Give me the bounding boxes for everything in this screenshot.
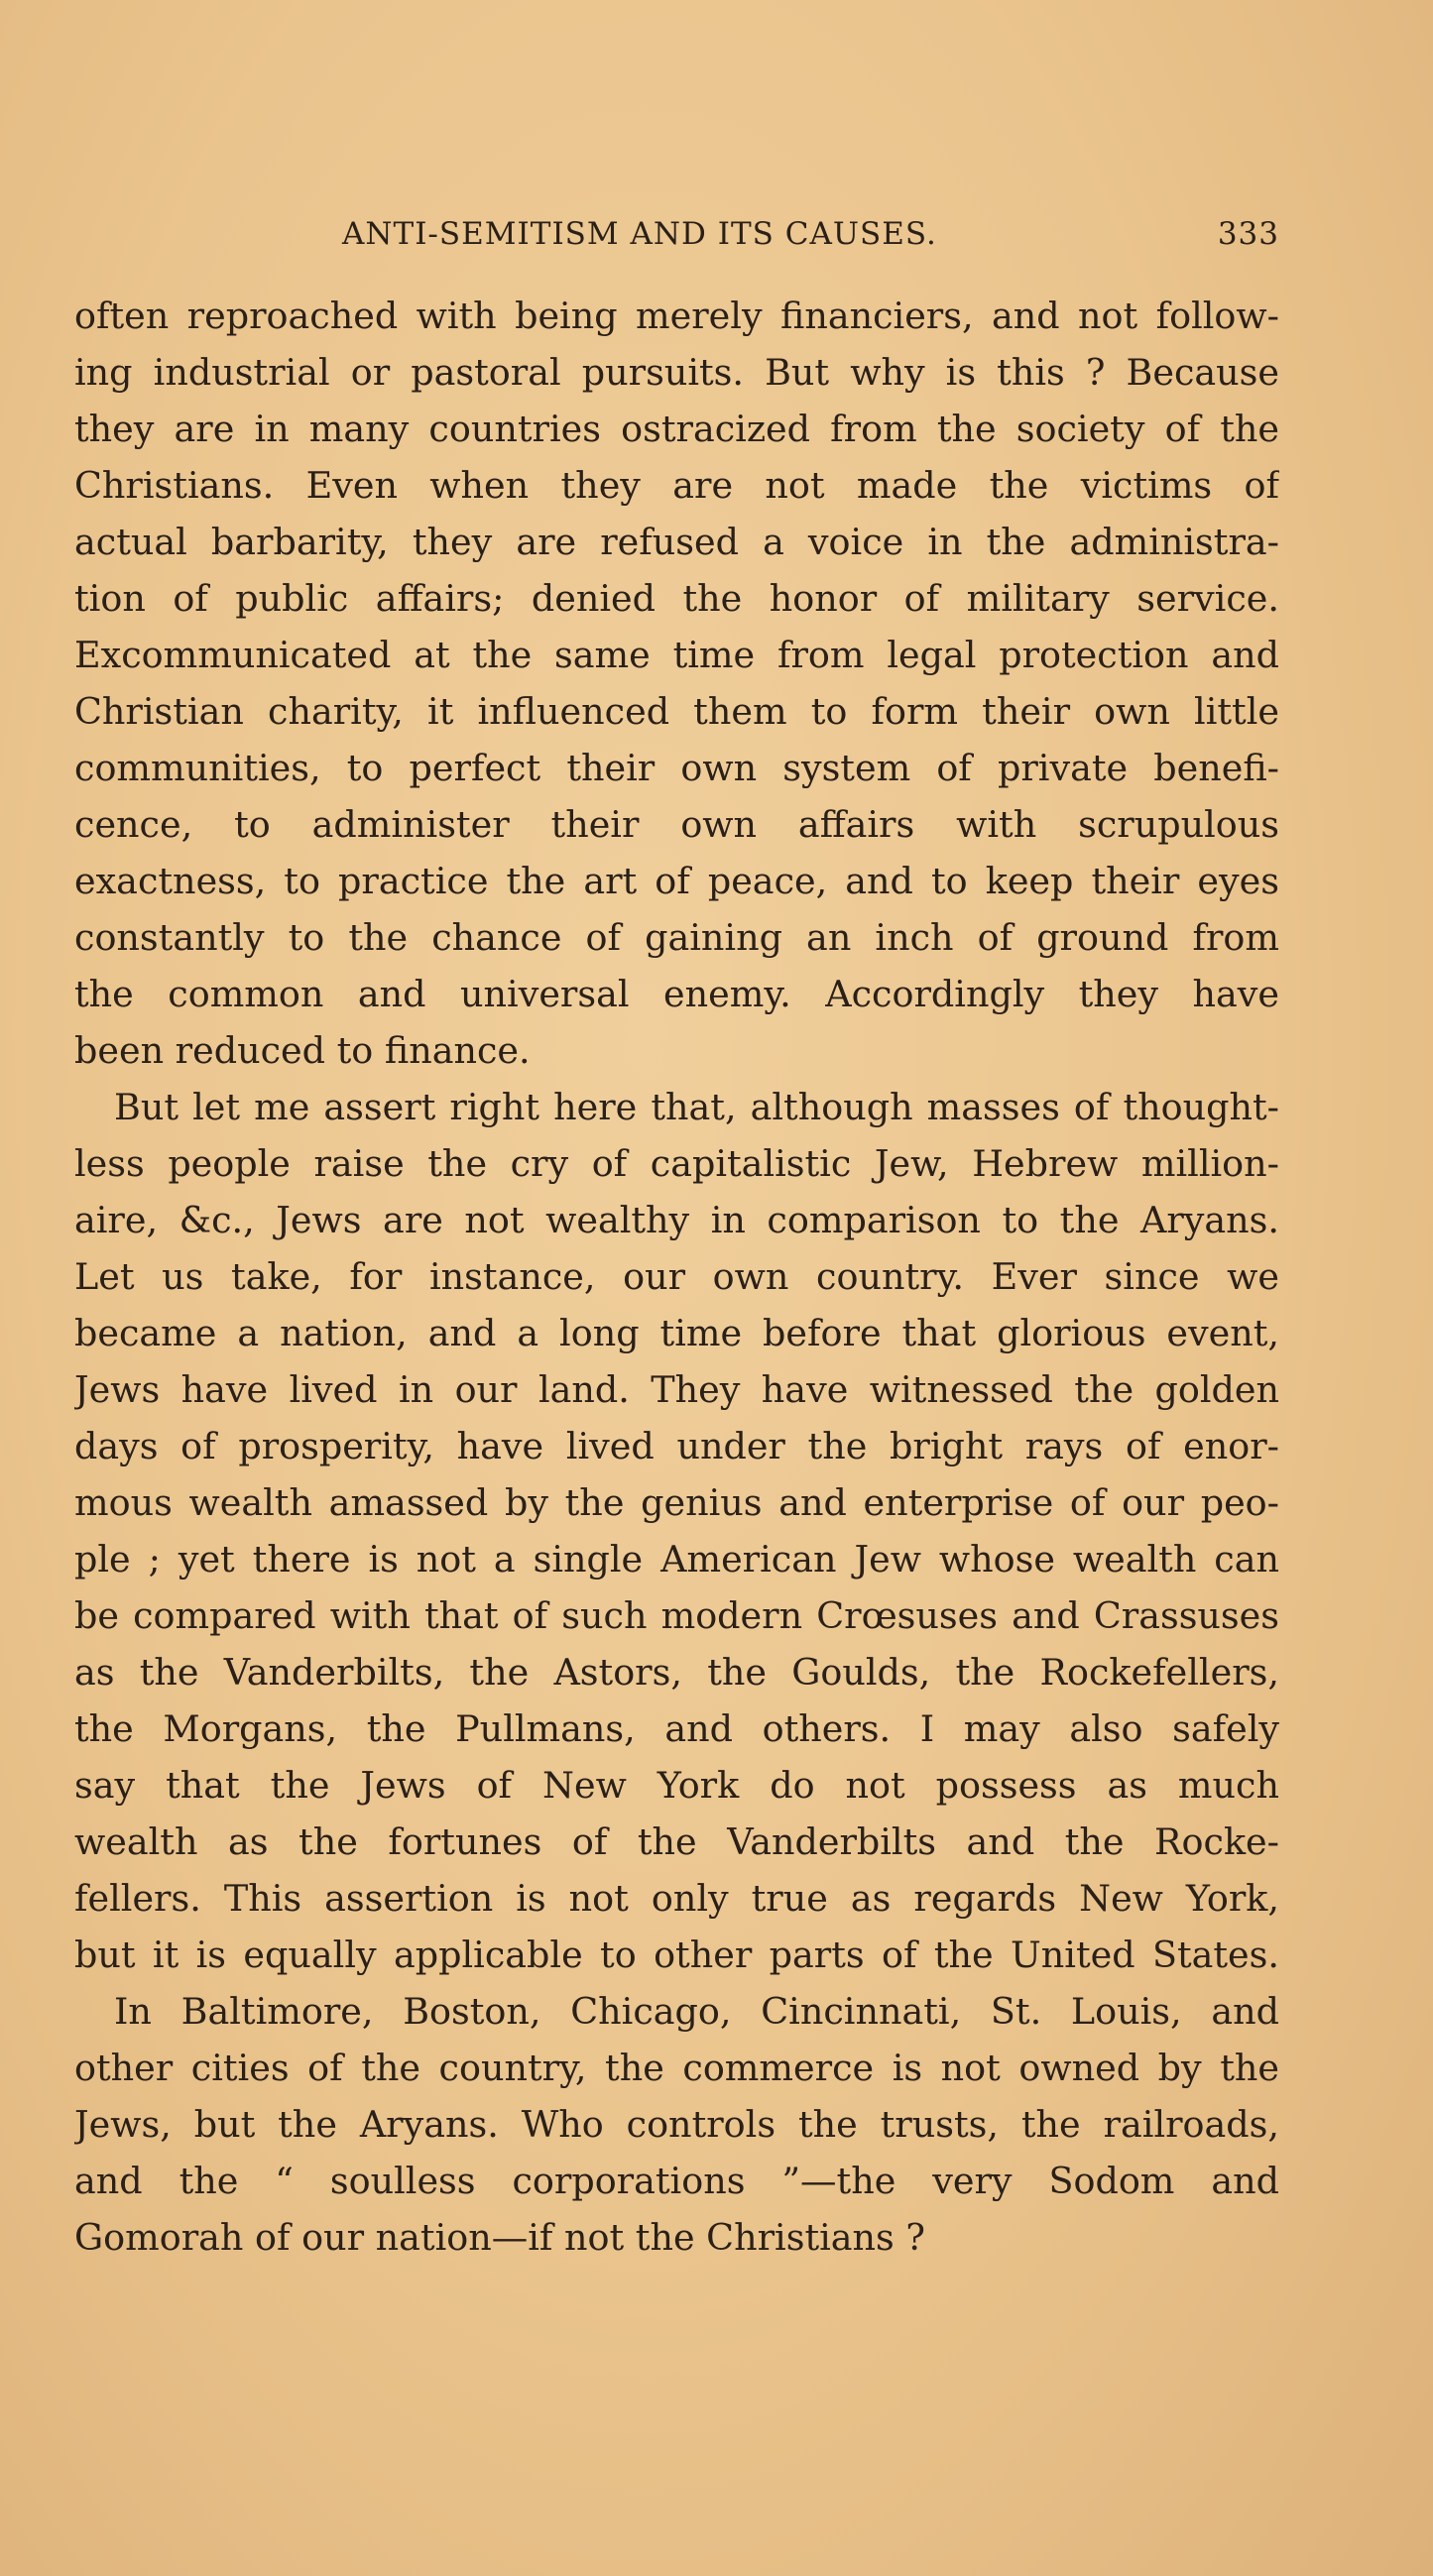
- text-line: Let us take, for instance, our own country. Ever since we: [74, 1255, 1279, 1298]
- text-line: communities, to perfect their own system of private benefi-: [74, 747, 1279, 789]
- text-line: actual barbarity, they are refused a voice in the administra-: [74, 521, 1279, 563]
- text-line: the Morgans, the Pullmans, and others. I may also safely: [74, 1707, 1279, 1750]
- text-line: and the “ soulless corporations ”—the very Sodom and: [74, 2160, 1279, 2202]
- text-line: say that the Jews of New York do not possess as much: [74, 1764, 1279, 1807]
- text-line: ple ; yet there is not a single American Jew whose wealth can: [74, 1538, 1279, 1581]
- text-line: Gomorah of our nation—if not the Christians ?: [74, 2216, 925, 2259]
- text-line: other cities of the country, the commerce is not owned by the: [74, 2047, 1279, 2089]
- text-line: Christians. Even when they are not made the victims of: [74, 464, 1279, 507]
- text-line: the common and universal enemy. Accordingly they have: [74, 973, 1279, 1015]
- text-line: fellers. This assertion is not only true as regards New York,: [74, 1877, 1279, 1920]
- text-line: often reproached with being merely financiers, and not follow-: [74, 294, 1279, 337]
- text-line: constantly to the chance of gaining an inch of ground from: [74, 916, 1279, 959]
- text-line: been reduced to finance.: [74, 1029, 531, 1072]
- text-line: they are in many countries ostracized from the society of the: [74, 408, 1279, 450]
- text-line: aire, &c., Jews are not wealthy in comparison to the Aryans.: [74, 1199, 1279, 1241]
- text-line: Christian charity, it influenced them to form their own little: [74, 690, 1279, 733]
- text-line: as the Vanderbilts, the Astors, the Goulds, the Rockefellers,: [74, 1651, 1279, 1694]
- text-line: Jews, but the Aryans. Who controls the trusts, the railroads,: [74, 2103, 1279, 2146]
- text-line: Jews have lived in our land. They have witnessed the golden: [74, 1368, 1279, 1411]
- text-line: In Baltimore, Boston, Chicago, Cincinnati, St. Louis, and: [114, 1990, 1279, 2033]
- text-line: wealth as the fortunes of the Vanderbilts and the Rocke-: [74, 1820, 1279, 1863]
- text-line: mous wealth amassed by the genius and enterprise of our peo-: [74, 1481, 1279, 1524]
- text-line: cence, to administer their own affairs with scrupulous: [74, 803, 1279, 846]
- page-header: [74, 216, 1279, 260]
- text-line: be compared with that of such modern Crœsuses and Crassuses: [74, 1594, 1279, 1637]
- text-line: exactness, to practice the art of peace, and to keep their eyes: [74, 860, 1279, 902]
- text-line: tion of public affairs; denied the honor of military service.: [74, 577, 1279, 620]
- text-line: but it is equally applicable to other parts of the United States.: [74, 1933, 1279, 1976]
- text-line: became a nation, and a long time before that glorious event,: [74, 1312, 1279, 1354]
- text-line: But let me assert right here that, although masses of thought-: [114, 1086, 1279, 1128]
- text-line: Excommunicated at the same time from legal protection and: [74, 634, 1279, 676]
- page-number: 333: [1217, 216, 1279, 252]
- running-title: ANTI-SEMITISM AND ITS CAUSES.: [342, 216, 937, 252]
- text-line: ing industrial or pastoral pursuits. But why is this ? Because: [74, 351, 1279, 394]
- text-line: less people raise the cry of capitalistic Jew, Hebrew million-: [74, 1142, 1279, 1185]
- body-text: [74, 288, 1279, 2266]
- text-line: days of prosperity, have lived under the bright rays of enor-: [74, 1425, 1279, 1467]
